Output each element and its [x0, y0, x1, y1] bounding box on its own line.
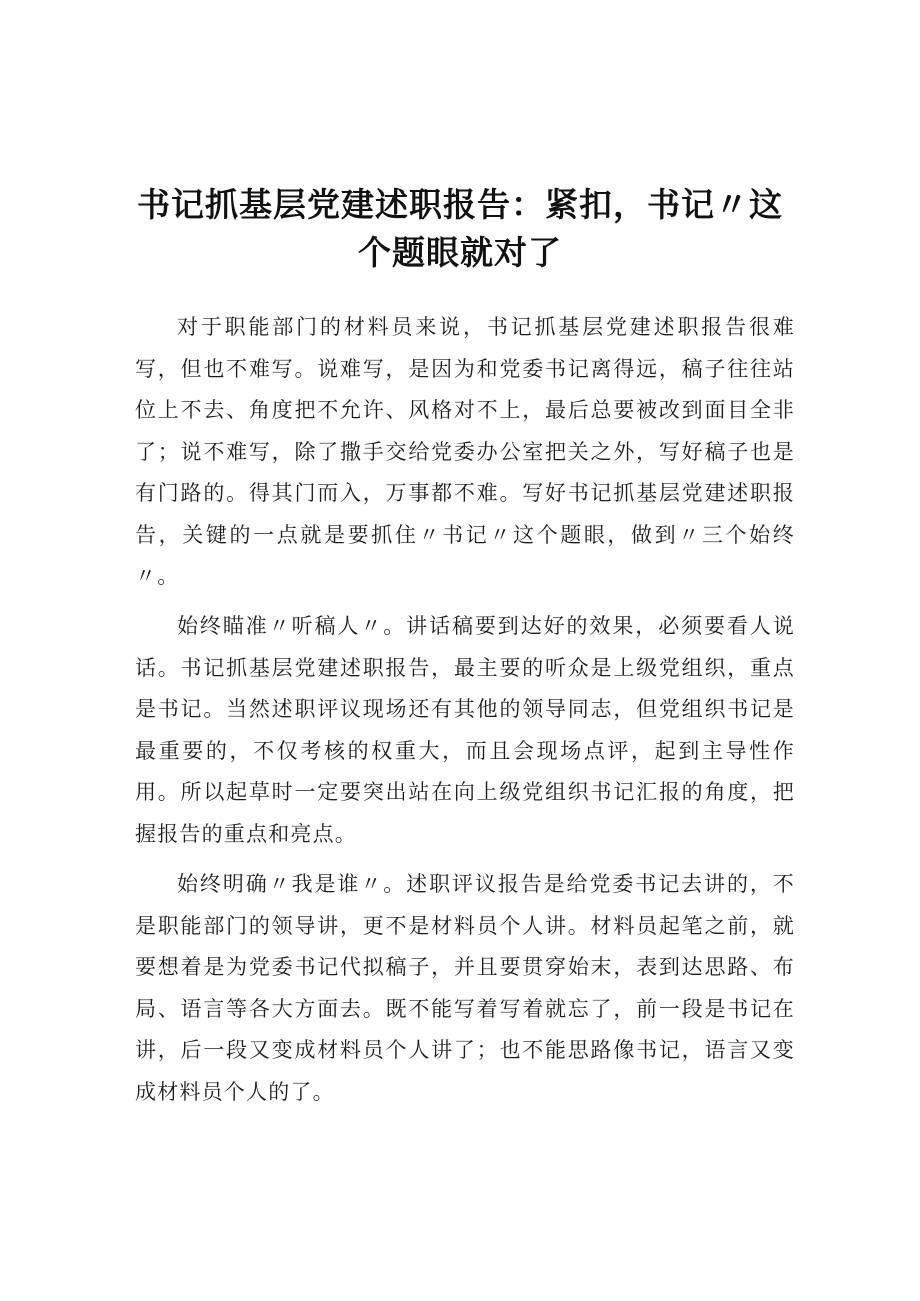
- paragraph-2: 始终瞄准〃听稿人〃。讲话稿要到达好的效果，必须要看人说话。书记抓基层党建述职报告，最主要的听众是上级党组织，重点是书记。当然述职评议现场还有其他的领导同志，但党组织书记是最重要的，不仅考核的权重大，而且会现场点评，起到主导性作用。所以起草时一定要突出站在向上级党组织书记汇报的角度，把握报告的重点和亮点。: [135, 614, 795, 846]
- paragraph-1: 对于职能部门的材料员来说，书记抓基层党建述职报告很难写，但也不难写。说难写，是因为和党委书记离得远，稿子往往站位上不去、角度把不允许、风格对不上，最后总要被改到面目全非了；说不难写，除了撒手交给党委办公室把关之外，写好稿子也是有门路的。得其门而入，万事都不难。写好书记抓基层党建述职报告，关键的一点就是要抓住〃书记〃这个题眼，做到〃三个始终〃。: [135, 315, 795, 588]
- paragraph-3: 始终明确〃我是谁〃。述职评议报告是给党委书记去讲的，不是职能部门的领导讲，更不是材料员个人讲。材料员起笔之前，就要想着是为党委书记代拟稿子，并且要贯穿始末，表到达思路、布局、语言等各大方面去。既不能写着写着就忘了，前一段是书记在讲，后一段又变成材料员个人讲了；也不能思路像书记，语言又变成材料员个人的了。: [135, 872, 795, 1104]
- document-title: 书记抓基层党建述职报告：紧扣，书记〃这个题眼就对了: [137, 185, 783, 272]
